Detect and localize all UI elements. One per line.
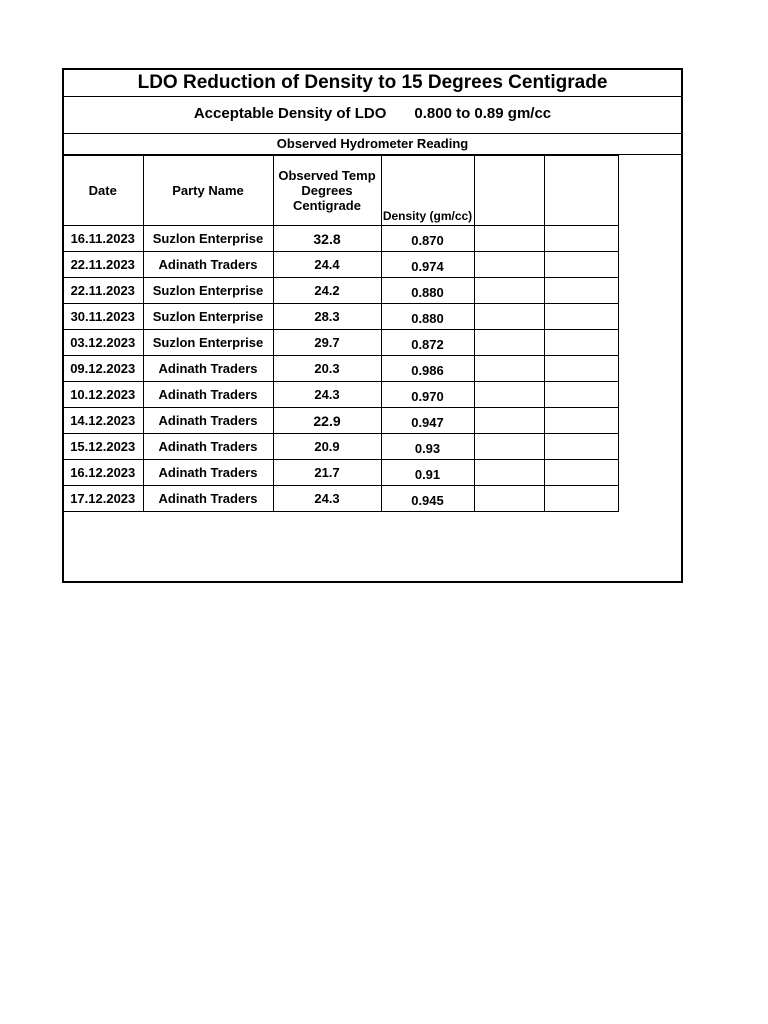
table-row bbox=[63, 278, 618, 304]
table-row bbox=[63, 252, 618, 278]
cell-empty bbox=[474, 460, 544, 486]
cell-empty bbox=[544, 382, 618, 408]
table-row bbox=[63, 304, 618, 330]
cell-party: Adinath Traders bbox=[143, 434, 273, 460]
table-row bbox=[63, 486, 618, 512]
cell-temp: 24.3 bbox=[273, 382, 381, 408]
cell-temp: 29.7 bbox=[273, 330, 381, 356]
header-temp-line3: Centigrade bbox=[293, 198, 361, 213]
cell-density: 0.974 bbox=[381, 252, 474, 278]
cell-temp: 22.9 bbox=[273, 408, 381, 434]
cell-density: 0.986 bbox=[381, 356, 474, 382]
cell-empty bbox=[474, 304, 544, 330]
cell-party: Adinath Traders bbox=[143, 356, 273, 382]
cell-party: Adinath Traders bbox=[143, 252, 273, 278]
cell-empty bbox=[544, 330, 618, 356]
header-date: Date bbox=[63, 156, 143, 226]
cell-empty bbox=[544, 356, 618, 382]
cell-temp: 28.3 bbox=[273, 304, 381, 330]
table-row bbox=[63, 408, 618, 434]
cell-empty bbox=[474, 356, 544, 382]
cell-temp: 24.4 bbox=[273, 252, 381, 278]
acceptable-density-range: 0.800 to 0.89 gm/cc bbox=[414, 105, 552, 122]
cell-date: 17.12.2023 bbox=[63, 486, 143, 512]
cell-temp: 20.9 bbox=[273, 434, 381, 460]
cell-temp: 32.8 bbox=[273, 226, 381, 252]
cell-density: 0.870 bbox=[381, 226, 474, 252]
cell-density: 0.947 bbox=[381, 408, 474, 434]
cell-date: 16.12.2023 bbox=[63, 460, 143, 486]
cell-empty bbox=[544, 278, 618, 304]
cell-empty bbox=[474, 252, 544, 278]
cell-empty bbox=[544, 486, 618, 512]
cell-density: 0.880 bbox=[381, 278, 474, 304]
cell-empty bbox=[544, 434, 618, 460]
header-density: Density (gm/cc) bbox=[381, 156, 474, 226]
acceptable-density-label: Acceptable Density of LDO bbox=[193, 105, 387, 122]
cell-party: Suzlon Enterprise bbox=[143, 226, 273, 252]
cell-date: 03.12.2023 bbox=[63, 330, 143, 356]
cell-empty bbox=[544, 304, 618, 330]
cell-party: Adinath Traders bbox=[143, 382, 273, 408]
cell-density: 0.91 bbox=[381, 460, 474, 486]
cell-party: Suzlon Enterprise bbox=[143, 304, 273, 330]
section-heading: Observed Hydrometer Reading bbox=[64, 134, 681, 155]
cell-empty bbox=[474, 434, 544, 460]
cell-date: 16.11.2023 bbox=[63, 226, 143, 252]
cell-empty bbox=[474, 486, 544, 512]
cell-empty bbox=[474, 382, 544, 408]
cell-density: 0.872 bbox=[381, 330, 474, 356]
table-row bbox=[63, 382, 618, 408]
cell-empty bbox=[474, 408, 544, 434]
table-row bbox=[63, 226, 618, 252]
sheet-title: LDO Reduction of Density to 15 Degrees Centigrade bbox=[64, 70, 681, 97]
cell-empty bbox=[544, 460, 618, 486]
cell-date: 15.12.2023 bbox=[63, 434, 143, 460]
cell-empty bbox=[544, 226, 618, 252]
cell-party: Adinath Traders bbox=[143, 408, 273, 434]
header-temp-line2: Degrees bbox=[301, 183, 353, 198]
cell-temp: 24.2 bbox=[273, 278, 381, 304]
cell-temp: 21.7 bbox=[273, 460, 381, 486]
cell-empty bbox=[474, 226, 544, 252]
cell-density: 0.93 bbox=[381, 434, 474, 460]
cell-date: 22.11.2023 bbox=[63, 278, 143, 304]
cell-density: 0.945 bbox=[381, 486, 474, 512]
cell-party: Suzlon Enterprise bbox=[143, 278, 273, 304]
cell-empty bbox=[544, 252, 618, 278]
header-party-name: Party Name bbox=[143, 156, 273, 226]
table-row bbox=[63, 356, 618, 382]
cell-party: Adinath Traders bbox=[143, 486, 273, 512]
cell-date: 10.12.2023 bbox=[63, 382, 143, 408]
header-row bbox=[63, 156, 618, 226]
header-empty-1 bbox=[474, 156, 544, 226]
table-row bbox=[63, 460, 618, 486]
cell-temp: 20.3 bbox=[273, 356, 381, 382]
cell-density: 0.880 bbox=[381, 304, 474, 330]
header-observed-temp bbox=[273, 156, 381, 226]
density-sheet bbox=[62, 68, 683, 583]
table-row bbox=[63, 330, 618, 356]
cell-empty bbox=[474, 330, 544, 356]
header-empty-2 bbox=[544, 156, 618, 226]
header-temp-line1: Observed Temp bbox=[278, 168, 376, 183]
cell-empty bbox=[544, 408, 618, 434]
table-row bbox=[63, 434, 618, 460]
cell-party: Adinath Traders bbox=[143, 460, 273, 486]
cell-party: Suzlon Enterprise bbox=[143, 330, 273, 356]
cell-density: 0.970 bbox=[381, 382, 474, 408]
cell-date: 09.12.2023 bbox=[63, 356, 143, 382]
readings-table bbox=[63, 155, 619, 512]
cell-date: 22.11.2023 bbox=[63, 252, 143, 278]
cell-date: 30.11.2023 bbox=[63, 304, 143, 330]
cell-empty bbox=[474, 278, 544, 304]
acceptable-density-line bbox=[64, 97, 681, 134]
cell-date: 14.12.2023 bbox=[63, 408, 143, 434]
cell-temp: 24.3 bbox=[273, 486, 381, 512]
